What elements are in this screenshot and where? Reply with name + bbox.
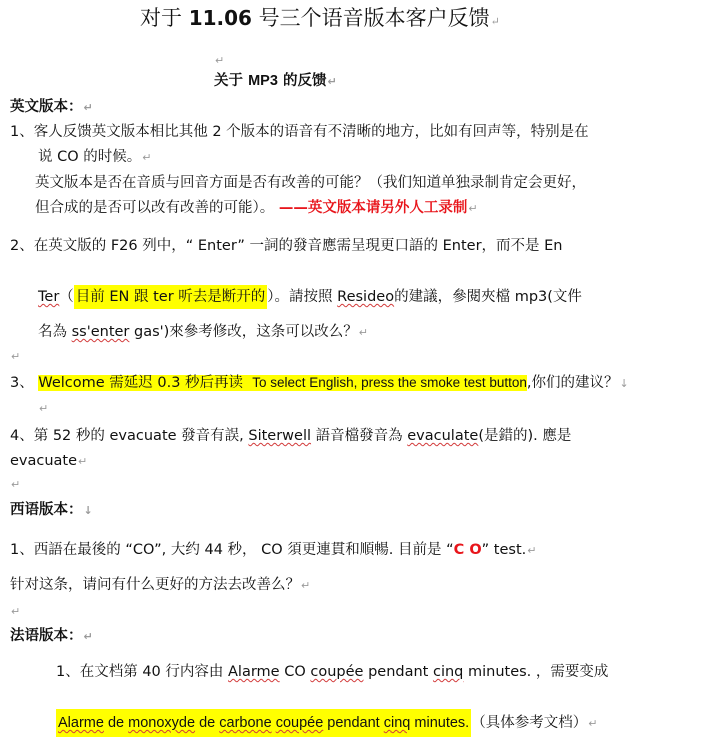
spell-flag-resideo: Resideo: [337, 289, 395, 305]
english-item4-line1-text-b: 語音檔發音為: [315, 428, 403, 444]
spanish-heading-text: 西语版本：: [10, 502, 83, 518]
french-word-de-2: de: [199, 715, 216, 731]
english-heading-text: 英文版本：: [10, 99, 83, 115]
spanish-item1-text: 1、西語在最後的 “CO”, 大约 44 秒， CO 須更連貫和順暢. 目前是 “: [10, 542, 454, 558]
empty-paragraph: [214, 50, 224, 71]
spell-flag-ter: Ter: [38, 289, 60, 305]
highlight-en-ter-note: 目前 EN 跟 ter 听去是断开的: [74, 285, 268, 309]
spell-flag-monoxyde: monoxyde: [128, 715, 196, 731]
mp3-subtitle-word: MP3: [248, 73, 278, 89]
highlight-welcome-delay: [38, 375, 527, 391]
spell-flag-alarme-2: Alarme: [58, 715, 104, 731]
spell-flag-evaculate: evaculate: [407, 428, 479, 444]
title-date: 11.06: [188, 6, 252, 30]
spanish-item1-question: 针对这条，请问有什么更好的方法去改善么？: [10, 577, 300, 593]
spell-flag-siterwell: Siterwell: [248, 428, 312, 444]
paragraph-mark: ↵: [142, 151, 152, 164]
smoke-test-prompt-text: To select English, press the smoke test button: [252, 375, 527, 390]
french-word-minutes: minutes.: [414, 715, 470, 731]
mp3-subtitle: [214, 71, 337, 92]
english-item1-line3: [35, 173, 586, 193]
spell-flag-ssenter: ss'enter: [71, 324, 130, 340]
french-item2-reference-note: （具体参考文档）: [471, 715, 588, 731]
paragraph-mark: ↵: [83, 101, 93, 114]
french-item1: [56, 662, 608, 682]
english-item2-line1: [10, 236, 563, 256]
spell-flag-alarme: Alarme: [228, 664, 280, 680]
french-item1-pendant: pendant: [368, 664, 429, 680]
spanish-item1-line1: [10, 540, 536, 561]
english-item1-line1: [10, 122, 589, 142]
spanish-item1-text-b: ” test.: [481, 542, 527, 558]
paragraph-mark: ↵: [11, 605, 21, 618]
paragraph-mark: ↵: [301, 579, 311, 592]
paragraph-mark: ↵: [78, 455, 88, 468]
line-break-mark: ↓: [83, 504, 93, 517]
english-item2-line2-text-b: 的建議，參閱夾檔 mp3(文件: [394, 289, 582, 305]
french-item1-text: 1、在文档第 40 行内容由: [56, 664, 224, 680]
english-item2-line3-text: 名為: [38, 324, 67, 340]
spell-flag-cinq: cinq: [432, 664, 464, 680]
empty-paragraph: [10, 474, 20, 495]
section-heading-french: [10, 626, 93, 647]
english-item1-line2-text: 说 CO 的时候。: [38, 149, 142, 165]
empty-paragraph: [10, 346, 20, 367]
document-title: [140, 4, 500, 36]
english-item4-line1-text: 4、第 52 秒的 evacuate 發音有誤,: [10, 428, 244, 444]
english-item2-line2: [38, 287, 582, 307]
highlight-french-replacement: [56, 709, 471, 737]
mp3-subtitle-suffix: 的反馈: [282, 73, 327, 89]
spell-flag-cinq-2: cinq: [383, 715, 411, 731]
paragraph-mark: ↵: [527, 544, 537, 557]
english-item1-line2: [38, 147, 151, 168]
paragraph-mark: ↵: [358, 326, 369, 339]
english-item3: [10, 373, 629, 394]
paragraph-mark: ↵: [11, 350, 21, 363]
english-item1-line4-text: 但合成的是否可以改有改善的可能）。: [35, 200, 275, 216]
welcome-delay-text: Welcome 需延迟 0.3 秒后再读: [38, 375, 244, 391]
paragraph-mark: ↵: [11, 478, 21, 491]
paragraph-mark: ↵: [490, 15, 500, 28]
english-item4-line2-text: evacuate: [10, 453, 78, 469]
english-item1-line3-text: 英文版本是否在音质与回音方面是否有改善的可能？（我们知道单独录制肯定会更好，: [35, 175, 586, 191]
french-heading-text: 法语版本：: [10, 628, 83, 644]
english-record-instruction: ——英文版本请另外人工录制: [278, 200, 468, 216]
spanish-co-current: C O: [453, 542, 482, 558]
title-suffix: 号三个语音版本客户反馈: [258, 6, 490, 30]
mp3-subtitle-prefix: 关于: [214, 73, 243, 89]
english-item3-question: ,你们的建议？: [526, 375, 619, 391]
paragraph-mark: ↵: [327, 75, 337, 88]
paragraph-mark: ↵: [215, 54, 225, 67]
french-item1-co: CO: [284, 664, 306, 680]
english-item4-line1: [10, 426, 571, 446]
empty-paragraph: [38, 398, 48, 419]
paragraph-mark: ↵: [468, 202, 478, 215]
french-word-de: de: [107, 715, 125, 731]
paragraph-mark: ↵: [588, 717, 598, 730]
line-break-mark: ↓: [619, 377, 629, 390]
english-item4-line2: [10, 451, 87, 472]
french-item1-text-b: minutes. ，需要变成: [467, 664, 609, 680]
english-item2-line3-text-b: gas')來參考修改，这条可以改么？: [134, 324, 358, 340]
french-item2: [56, 713, 597, 734]
spanish-item1-line2: [10, 575, 310, 596]
title-prefix: 对于: [140, 6, 182, 30]
spell-flag-carbone: carbone: [219, 715, 272, 731]
english-item1-line4: [35, 198, 478, 219]
open-paren: （: [59, 289, 74, 305]
paragraph-mark: ↵: [83, 630, 93, 643]
section-heading-spanish: [10, 500, 93, 521]
english-item3-number: 3、: [10, 375, 34, 391]
english-item2-line2-text: ）。請按照: [267, 289, 333, 305]
english-item2-line3: [38, 322, 368, 343]
section-heading-english: [10, 97, 93, 118]
english-item4-line1-text-c: (是錯的). 應是: [478, 428, 572, 444]
paragraph-mark: ↵: [39, 402, 49, 415]
spell-flag-coupee-2: coupée: [275, 715, 324, 731]
empty-paragraph: [10, 601, 20, 622]
english-item2-line1-text: 2、在英文版的 F26 列中，“ Enter” 一詞的發音應需呈現更口語的 Enter，而不是 En: [10, 238, 563, 254]
french-word-pendant: pendant: [327, 715, 380, 731]
english-item1-line1-text: 1、客人反馈英文版本相比其他 2 个版本的语音有不清晰的地方，比如有回声等，特别是在: [10, 124, 589, 140]
spell-flag-coupee: coupée: [310, 664, 364, 680]
